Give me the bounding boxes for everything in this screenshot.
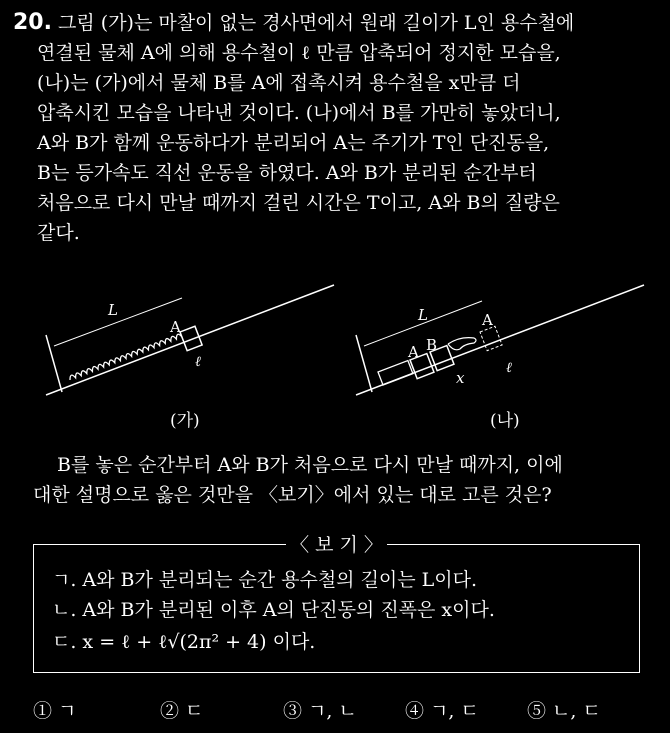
label-B-right: B <box>426 336 438 354</box>
label-x-right: x <box>456 369 465 387</box>
option-3[interactable]: ③ ㄱ, ㄴ <box>283 700 357 722</box>
prompt-line-1: B를 놓은 순간부터 A와 B가 처음으로 다시 만날 때까지, 이에 <box>57 454 563 476</box>
incline-left <box>46 285 334 395</box>
prompt-line-2: 대한 설명으로 옳은 것만을 〈보기〉에서 있는 대로 고른 것은? <box>33 484 552 506</box>
figure-left <box>40 280 340 430</box>
question-number: 20. <box>13 10 52 35</box>
label-A-left: A <box>170 318 181 336</box>
spring-right <box>378 361 413 386</box>
dim-L-left <box>54 298 182 346</box>
box-item-3: ㄷ. x = ℓ + ℓ√(2π² + 4) 이다. <box>52 631 316 653</box>
option-2[interactable]: ② ㄷ <box>160 700 204 722</box>
hand-icon <box>448 338 476 350</box>
question-line-8: 같다. <box>37 222 80 244</box>
question-line-3: (나)는 (가)에서 물체 B를 A에 접촉시켜 용수철을 x만큼 더 <box>37 72 521 94</box>
question-line-5: A와 B가 함께 운동하다가 분리되어 A는 주기가 T인 단진동을, <box>37 132 550 154</box>
label-l-left: ℓ <box>195 354 201 370</box>
question-line-2: 연결된 물체 A에 의해 용수철이 ℓ 만큼 압축되어 정지한 모습을, <box>37 42 561 64</box>
label-A-top-right: A <box>482 311 493 329</box>
question-line-4: 압축시킨 모습을 나타낸 것이다. (나)에서 B를 가만히 놓았더니, <box>37 102 561 124</box>
label-L-right: L <box>418 306 428 324</box>
block-a-left <box>180 326 202 350</box>
caption-right: (나) <box>490 411 520 430</box>
option-4[interactable]: ④ ㄱ, ㄷ <box>405 700 479 722</box>
question-text-1: 그림 (가)는 마찰이 없는 경사면에서 원래 길이가 L인 용수철에 <box>58 12 575 34</box>
spring-left <box>69 333 182 380</box>
box-item-2: ㄴ. A와 B가 분리된 이후 A의 단진동의 진폭은 x이다. <box>52 599 495 621</box>
label-l-right: ℓ <box>506 360 512 376</box>
question-line-1 <box>13 10 574 36</box>
option-1[interactable]: ① ㄱ <box>33 700 77 722</box>
option-5[interactable]: ⑤ ㄴ, ㄷ <box>527 700 601 722</box>
figure-right <box>350 280 650 430</box>
label-L-left: L <box>108 301 118 319</box>
box-title: 〈 보 기 〉 <box>34 532 639 558</box>
question-line-6: B는 등가속도 직선 운동을 하였다. A와 B가 분리된 순간부터 <box>37 162 537 184</box>
caption-left: (가) <box>170 411 200 430</box>
question-line-7: 처음으로 다시 만날 때까지 걸린 시간은 T이고, A와 B의 질량은 <box>37 192 560 214</box>
example-box <box>33 534 640 673</box>
box-item-1: ㄱ. A와 B가 분리되는 순간 용수철의 길이는 L이다. <box>52 569 478 591</box>
label-A-right: A <box>408 343 419 361</box>
